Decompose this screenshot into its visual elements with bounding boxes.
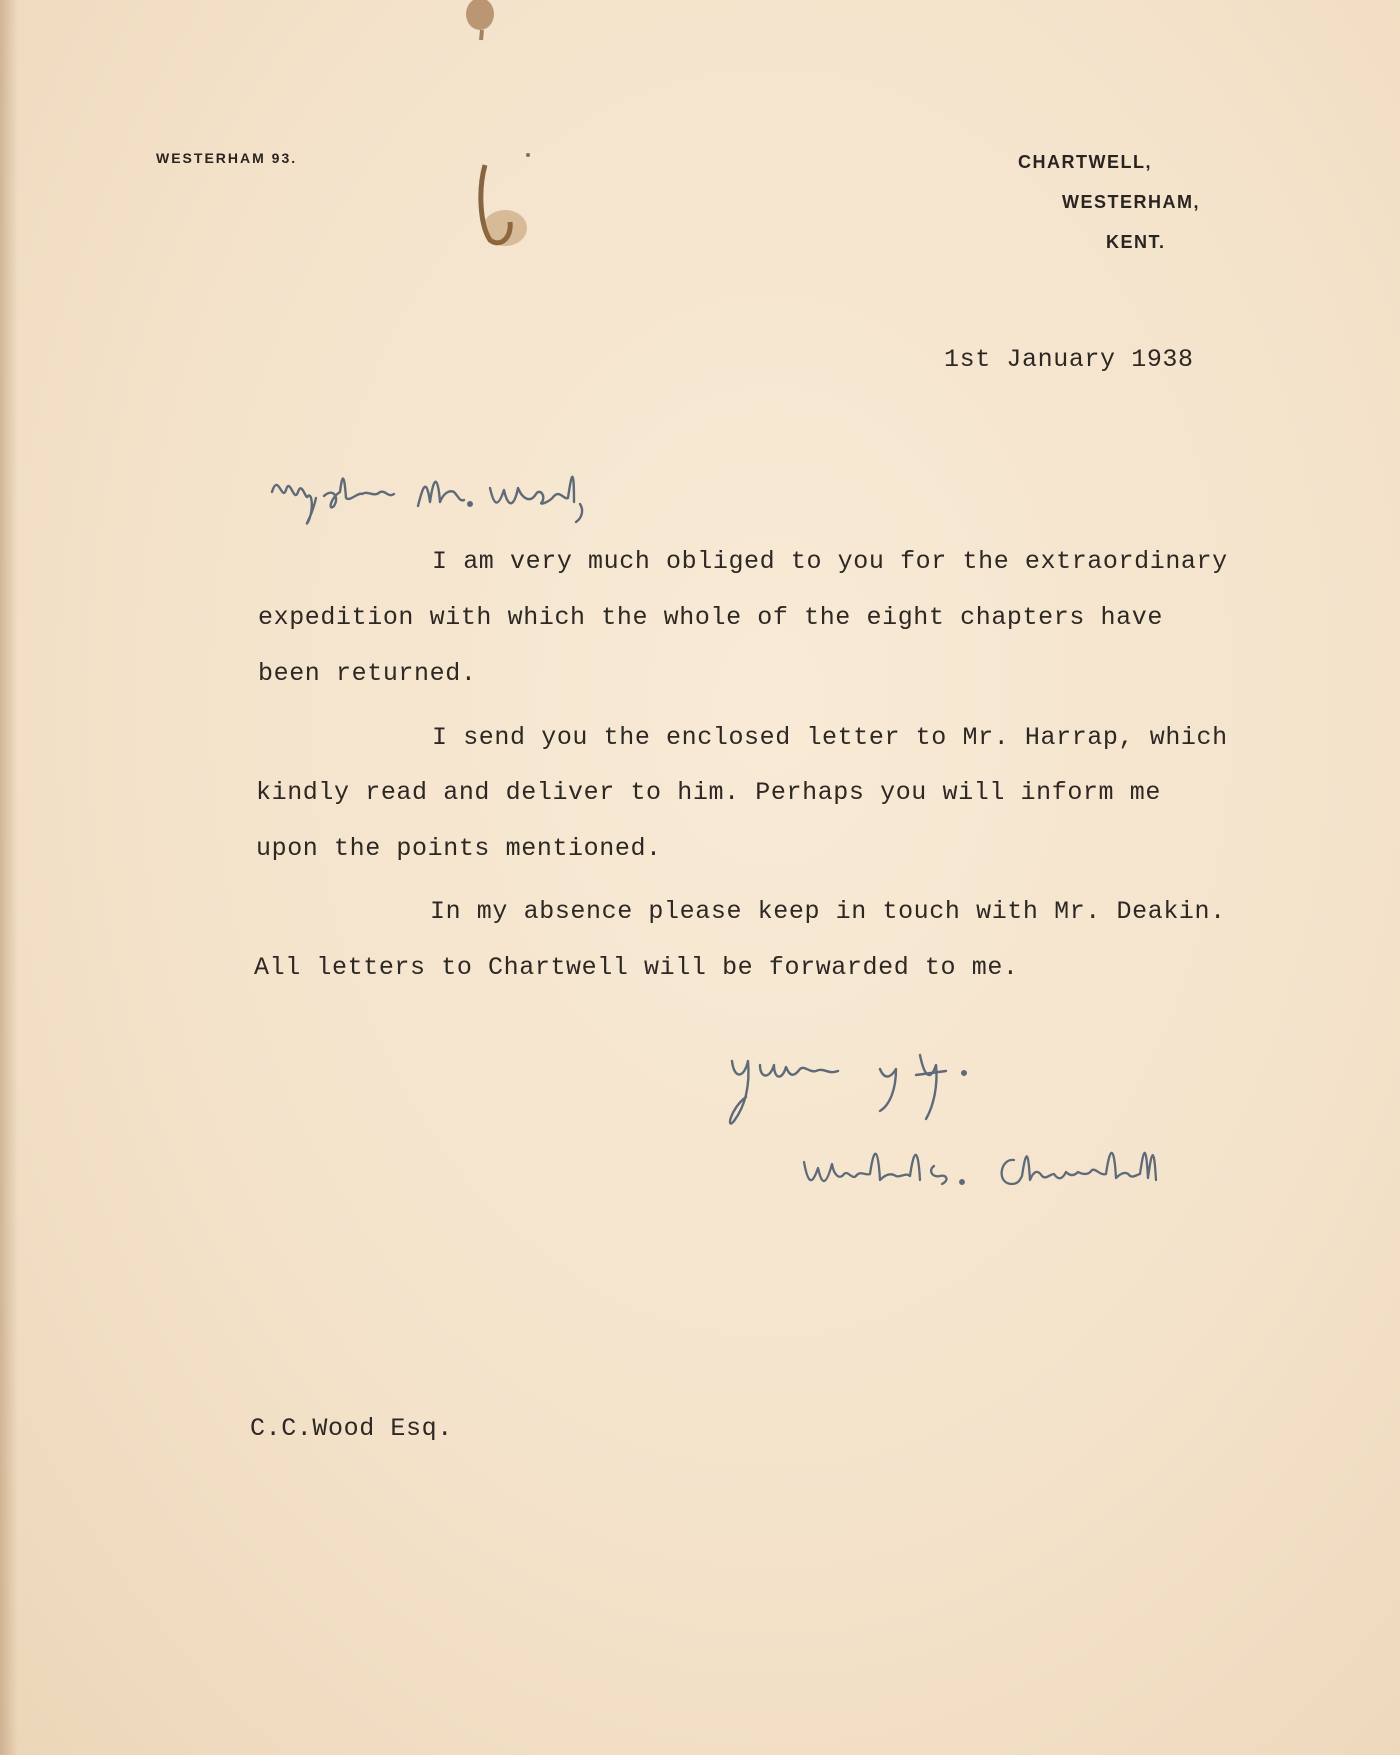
- letterhead-telephone: WESTERHAM 93.: [156, 150, 298, 166]
- address-line-2: WESTERHAM,: [1062, 192, 1200, 212]
- closing-handwritten: [720, 1035, 1000, 1140]
- rust-stain: [420, 0, 540, 280]
- closing-script: [720, 1035, 1000, 1135]
- recipient-name: C.C.Wood Esq.: [250, 1414, 453, 1443]
- salutation-handwritten: [268, 462, 668, 537]
- body-line: kindly read and deliver to him. Perhaps you will inform me: [256, 778, 1161, 807]
- letter-date: 1st January 1938: [944, 345, 1194, 374]
- body-line: I send you the enclosed letter to Mr. Harrap, which: [432, 723, 1228, 752]
- body-line: been returned.: [258, 659, 477, 688]
- body-line: All letters to Chartwell will be forwarded to me.: [254, 953, 1019, 982]
- salutation-script: [268, 462, 668, 532]
- signature: [800, 1140, 1240, 1215]
- body-line: In my absence please keep in touch with Mr. Deakin.: [430, 897, 1226, 926]
- body-line: upon the points mentioned.: [256, 834, 662, 863]
- address-line-1: CHARTWELL,: [1018, 152, 1152, 172]
- body-line: I am very much obliged to you for the extraordinary: [432, 547, 1228, 576]
- body-line: expedition with which the whole of the eight chapters have: [258, 603, 1163, 632]
- signature-script: [800, 1140, 1240, 1210]
- paper-edge-shading: [0, 0, 18, 1755]
- address-line-3: KENT.: [1106, 232, 1166, 252]
